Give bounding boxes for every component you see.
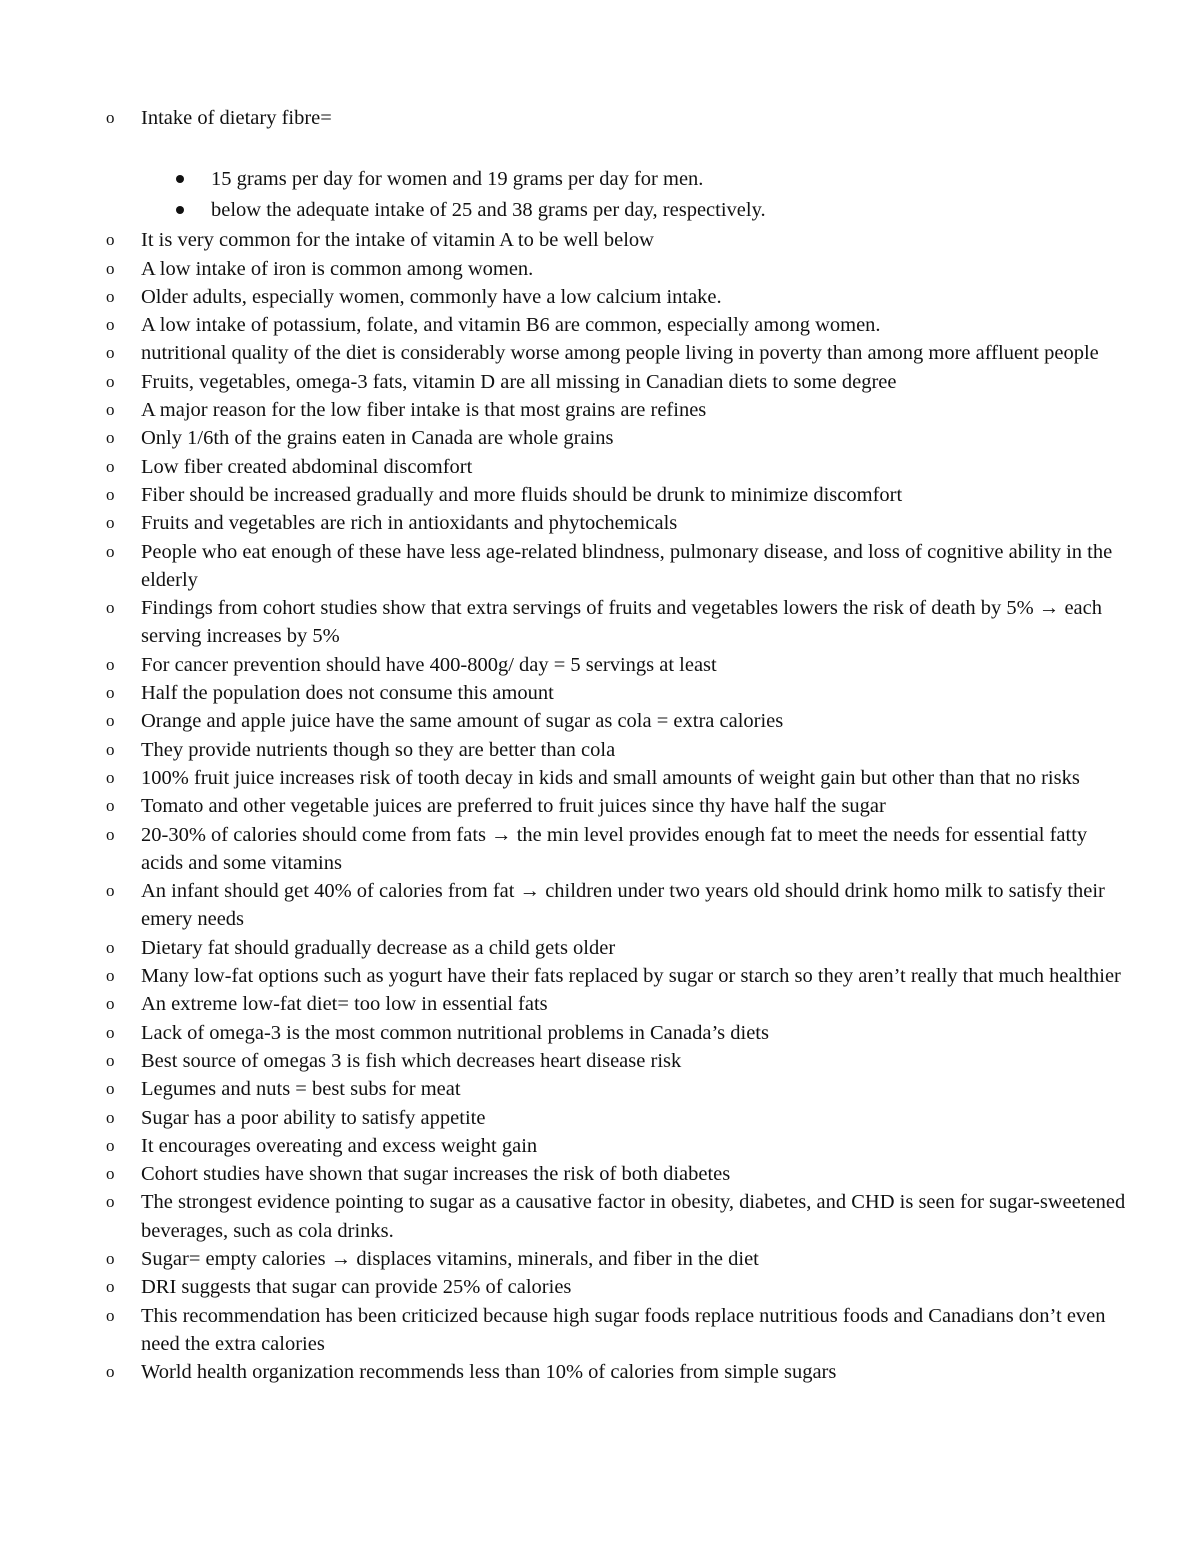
list-item-text: Lack of omega-3 is the most common nutritional problems in Canada’s diets xyxy=(141,1021,769,1044)
hollow-bullet-icon: o xyxy=(106,796,115,816)
list-item xyxy=(0,821,1200,878)
hollow-bullet-icon: o xyxy=(106,484,115,504)
list-item xyxy=(0,1075,1200,1103)
hollow-bullet-icon: o xyxy=(106,767,115,787)
list-item xyxy=(0,396,1200,424)
list-item xyxy=(0,283,1200,311)
hollow-bullet-icon: o xyxy=(106,1107,115,1127)
list-item xyxy=(0,1188,1200,1245)
sub-list-item-text: below the adequate intake of 25 and 38 grams per day, respectively. xyxy=(211,199,766,222)
list-item-text: Best source of omegas 3 is fish which decreases heart disease risk xyxy=(141,1049,682,1072)
list-item-text: They provide nutrients though so they are better than cola xyxy=(141,738,616,761)
list-item-text: Low fiber created abdominal discomfort xyxy=(141,455,473,478)
list-item-text: Tomato and other vegetable juices are preferred to fruit juices since thy have half the sugar xyxy=(141,795,886,818)
list-item-text: A major reason for the low fiber intake is that most grains are refines xyxy=(141,399,707,422)
list-item xyxy=(0,453,1200,481)
list-item-text: It encourages overeating and excess weight gain xyxy=(141,1134,538,1157)
sub-list-item-text: 15 grams per day for women and 19 grams per day for men. xyxy=(211,168,704,191)
list-item xyxy=(0,1245,1200,1273)
hollow-bullet-icon: o xyxy=(106,428,115,448)
hollow-bullet-icon: o xyxy=(106,230,115,250)
hollow-bullet-icon: o xyxy=(106,1192,115,1212)
list-item xyxy=(0,311,1200,339)
list-item-text: 20-30% of calories should come from fats → the min level provides enough fat to meet the needs for essential fatty acids and some vitamins xyxy=(141,823,1088,874)
hollow-bullet-icon: o xyxy=(106,683,115,703)
list-item-text: A low intake of potassium, folate, and vitamin B6 are common, especially among women. xyxy=(141,314,881,337)
hollow-bullet-icon: o xyxy=(106,343,115,363)
hollow-bullet-icon: o xyxy=(106,1248,115,1268)
list-item xyxy=(0,255,1200,283)
hollow-bullet-icon: o xyxy=(106,400,115,420)
list-item xyxy=(0,934,1200,962)
list-item-text: Many low-fat options such as yogurt have their fats replaced by sugar or starch so they aren’t really that much healthier xyxy=(141,965,1121,988)
list-item-text: World health organization recommends less than 10% of calories from simple sugars xyxy=(141,1361,837,1384)
main-items xyxy=(0,226,1200,1386)
hollow-bullet-icon: o xyxy=(106,1305,115,1325)
hollow-bullet-icon: o xyxy=(106,937,115,957)
list-item-text: Sugar has a poor ability to satisfy appetite xyxy=(141,1106,486,1129)
hollow-bullet-icon: o xyxy=(106,1362,115,1382)
list-item-text: Fruits, vegetables, omega-3 fats, vitamin D are all missing in Canadian diets to some degree xyxy=(141,370,897,393)
list-item xyxy=(0,226,1200,254)
list-item-text: Fruits and vegetables are rich in antioxidants and phytochemicals xyxy=(141,512,678,535)
list-item xyxy=(0,104,1200,132)
hollow-bullet-icon: o xyxy=(106,1079,115,1099)
sub-list xyxy=(0,164,1200,226)
list-item-text: Findings from cohort studies show that extra servings of fruits and vegetables lowers the risk of death by 5% → each serving increases by 5% xyxy=(141,597,1103,648)
hollow-bullet-icon: o xyxy=(106,1277,115,1297)
list-item-text: For cancer prevention should have 400-800g/ day = 5 servings at least xyxy=(141,653,717,676)
hollow-bullet-icon: o xyxy=(106,541,115,561)
list-item xyxy=(0,736,1200,764)
list-item-text: Sugar= empty calories → displaces vitamins, minerals, and fiber in the diet xyxy=(141,1247,759,1270)
list-item-text: Half the population does not consume this amount xyxy=(141,682,554,705)
hollow-bullet-icon: o xyxy=(106,456,115,476)
hollow-bullet-icon: o xyxy=(106,711,115,731)
hollow-bullet-icon: o xyxy=(106,739,115,759)
list-item xyxy=(0,1273,1200,1301)
list-item xyxy=(0,1160,1200,1188)
list-item-text: An infant should get 40% of calories from fat → children under two years old should drink homo milk to satisfy their emery needs xyxy=(141,880,1105,931)
list-item-text: Orange and apple juice have the same amount of sugar as cola = extra calories xyxy=(141,710,784,733)
hollow-bullet-icon: o xyxy=(106,1135,115,1155)
sub-list-item xyxy=(0,195,1200,226)
list-item xyxy=(0,962,1200,990)
list-item-text: People who eat enough of these have less age-related blindness, pulmonary disease, and loss of cognitive ability in the elderly xyxy=(141,540,1113,591)
hollow-bullet-icon: o xyxy=(106,513,115,533)
list-item xyxy=(0,990,1200,1018)
list-item-text: It is very common for the intake of vitamin A to be well below xyxy=(141,229,654,252)
hollow-bullet-icon: o xyxy=(106,1164,115,1184)
hollow-bullet-icon: o xyxy=(106,1022,115,1042)
list-item xyxy=(0,481,1200,509)
list-item xyxy=(0,651,1200,679)
list-item-text: Older adults, especially women, commonly have a low calcium intake. xyxy=(141,285,722,308)
list-item xyxy=(0,509,1200,537)
list-item xyxy=(0,1132,1200,1160)
list-item-text: A low intake of iron is common among women. xyxy=(141,257,534,280)
list-item xyxy=(0,1302,1200,1359)
list-item xyxy=(0,1358,1200,1386)
hollow-bullet-icon: o xyxy=(106,966,115,986)
hollow-bullet-icon: o xyxy=(106,994,115,1014)
hollow-bullet-icon: o xyxy=(106,1050,115,1070)
hollow-bullet-icon: o xyxy=(106,654,115,674)
list-item xyxy=(0,594,1200,651)
filled-bullet-icon xyxy=(176,206,184,214)
list-item xyxy=(0,877,1200,934)
list-item-text: An extreme low-fat diet= too low in essential fats xyxy=(141,993,548,1016)
hollow-bullet-icon: o xyxy=(106,315,115,335)
list-item xyxy=(0,1104,1200,1132)
filled-bullet-icon xyxy=(176,175,184,183)
list-item-text: Fiber should be increased gradually and more fluids should be drunk to minimize discomfort xyxy=(141,483,903,506)
list-item-text: nutritional quality of the diet is considerably worse among people living in poverty than among more affluent people xyxy=(141,342,1099,365)
list-item-text: The strongest evidence pointing to sugar as a causative factor in obesity, diabetes, and CHD is seen for sugar-sweetened beverages, such as cola drinks. xyxy=(141,1191,1126,1242)
hollow-bullet-icon: o xyxy=(106,824,115,844)
list-item xyxy=(0,1047,1200,1075)
list-item-text: 100% fruit juice increases risk of tooth decay in kids and small amounts of weight gain but other than that no risks xyxy=(141,766,1080,789)
list-item xyxy=(0,424,1200,452)
hollow-bullet-icon: o xyxy=(106,108,115,127)
hollow-bullet-icon: o xyxy=(106,598,115,618)
list-item-text: DRI suggests that sugar can provide 25% of calories xyxy=(141,1276,572,1299)
list-item-text: Dietary fat should gradually decrease as a child gets older xyxy=(141,936,616,959)
hollow-bullet-icon: o xyxy=(106,881,115,901)
list-item-text: Only 1/6th of the grains eaten in Canada are whole grains xyxy=(141,427,614,450)
list-item xyxy=(0,792,1200,820)
list-item-text: Cohort studies have shown that sugar increases the risk of both diabetes xyxy=(141,1163,731,1186)
sub-list-item xyxy=(0,164,1200,195)
list-item xyxy=(0,764,1200,792)
hollow-bullet-icon: o xyxy=(106,371,115,391)
list-item xyxy=(0,707,1200,735)
notes-list xyxy=(0,104,1200,1386)
hollow-bullet-icon: o xyxy=(106,258,115,278)
list-item xyxy=(0,368,1200,396)
list-item-text: Legumes and nuts = best subs for meat xyxy=(141,1078,461,1101)
list-item xyxy=(0,339,1200,367)
list-item xyxy=(0,679,1200,707)
hollow-bullet-icon: o xyxy=(106,286,115,306)
list-item-text: This recommendation has been criticized because high sugar foods replace nutritious foods and Canadians don’t even need the extra calories xyxy=(141,1304,1106,1355)
list-item xyxy=(0,1019,1200,1047)
list-item-text: Intake of dietary fibre= xyxy=(141,107,332,129)
list-item xyxy=(0,538,1200,595)
